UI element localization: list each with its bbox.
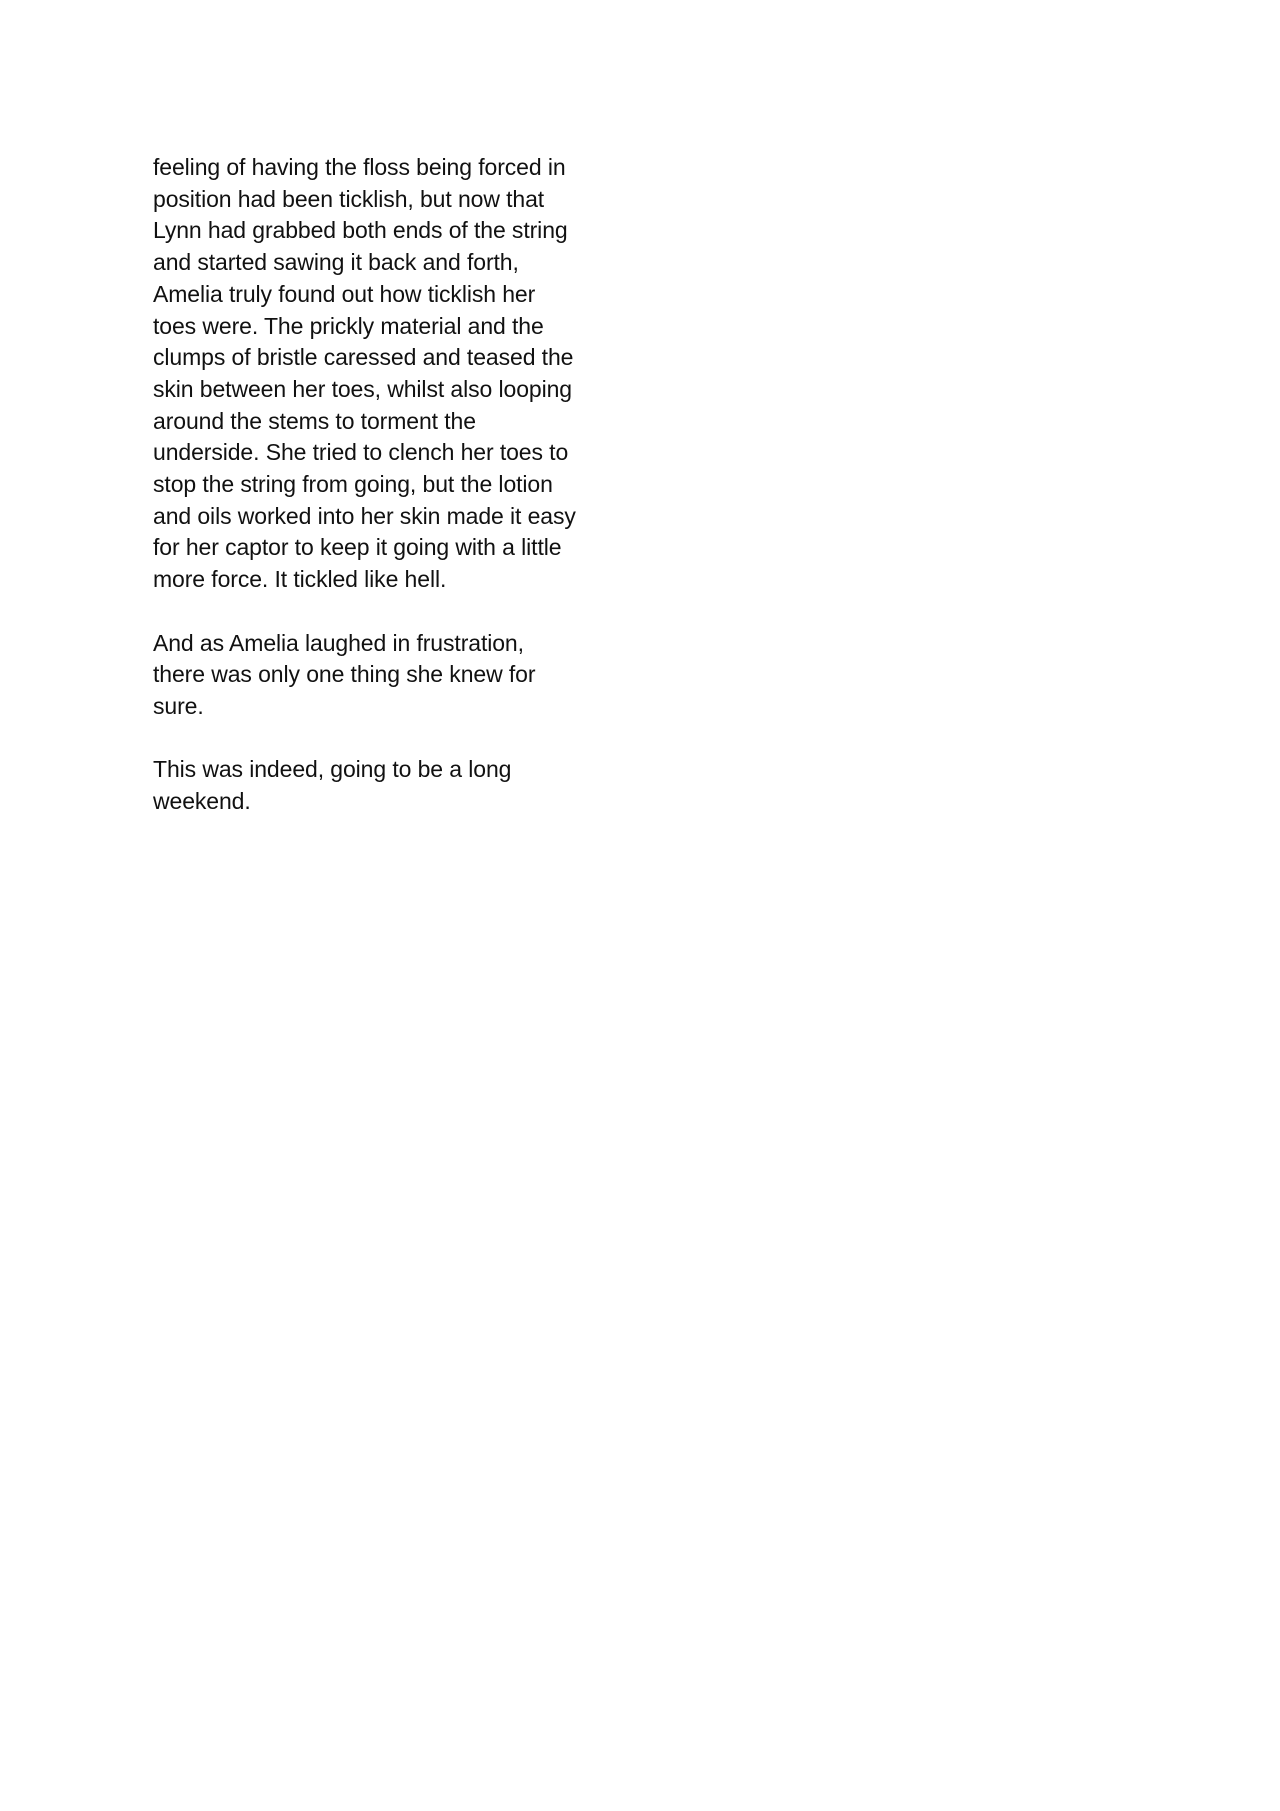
text-line: Lynn had grabbed both ends of the string [153,217,568,244]
text-line: for her captor to keep it going with a little [153,534,562,561]
text-line: sure. [153,692,204,719]
text-column [153,152,613,849]
text-line: This was indeed, going to be a long [153,756,512,783]
text-line: more force. It tickled like hell. [153,566,447,593]
text-line: And as Amelia laughed in frustration, [153,629,524,656]
text-line: Amelia truly found out how ticklish her [153,280,536,307]
text-line: clumps of bristle caressed and teased the [153,344,574,371]
text-line: toes were. The prickly material and the [153,312,544,339]
paragraph-3 [153,754,613,817]
text-line: stop the string from going, but the lotion [153,471,553,498]
text-line: around the stems to torment the [153,407,476,434]
paragraph-1 [153,152,613,596]
text-line: weekend. [153,788,251,815]
text-line: there was only one thing she knew for [153,661,536,688]
text-line: skin between her toes, whilst also looping [153,375,572,402]
text-line: feeling of having the floss being forced in [153,154,566,180]
paragraph-2 [153,628,613,723]
text-line: underside. She tried to clench her toes to [153,439,569,466]
text-line: and oils worked into her skin made it easy [153,502,576,529]
text-line: position had been ticklish, but now that [153,185,545,212]
text-line: and started sawing it back and forth, [153,249,519,276]
